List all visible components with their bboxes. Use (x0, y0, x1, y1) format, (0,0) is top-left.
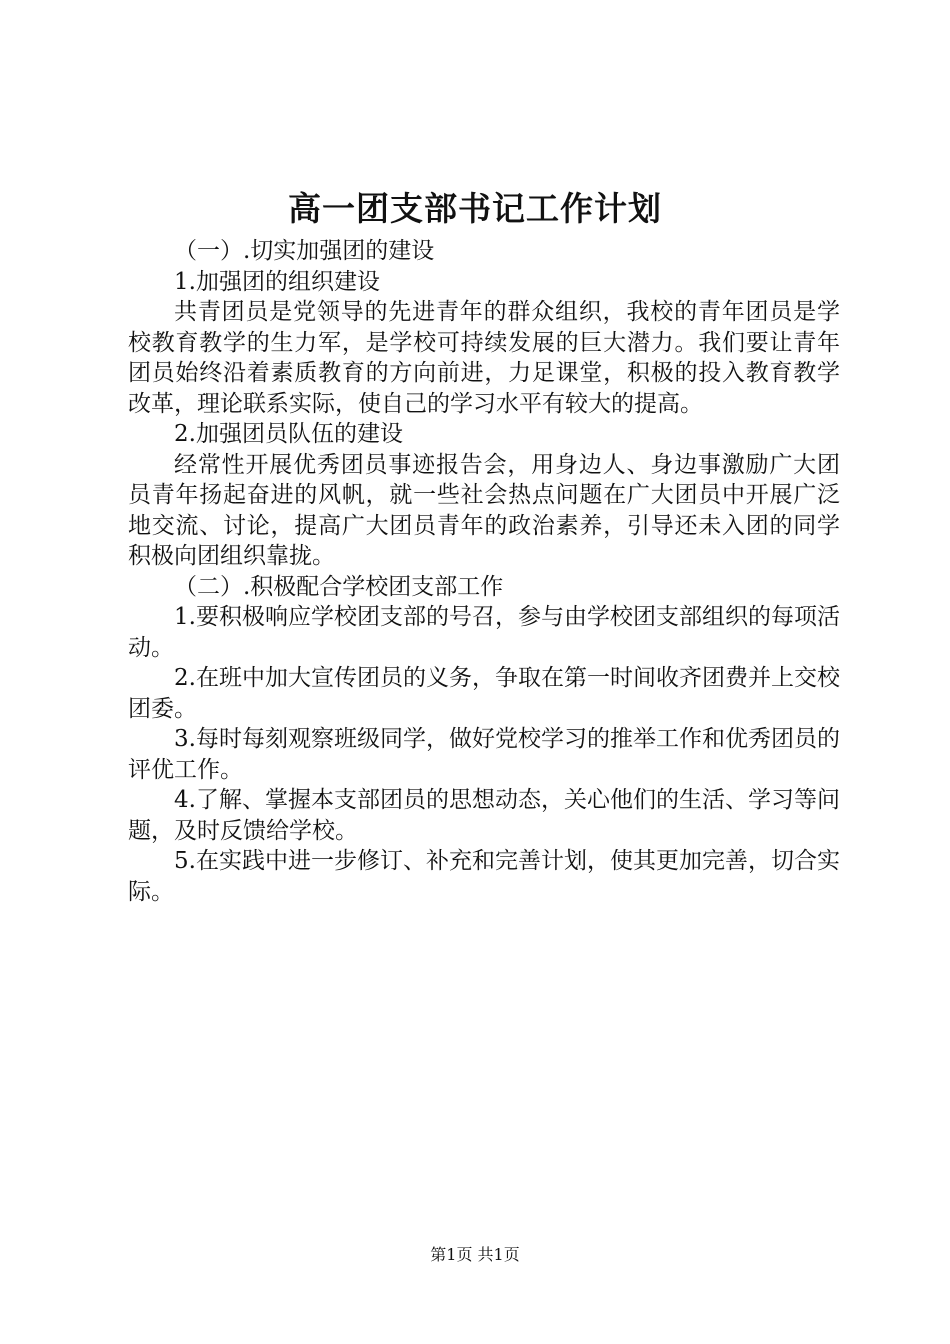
section-heading-1: （一）.切实加强团的建设 (174, 238, 435, 264)
page-footer: 第1页 共1页 (430, 1245, 520, 1264)
subsection-heading-1-2: 2.加强团员队伍的建设 (174, 421, 403, 447)
list-item-2-2: 2.在班中加大宣传团员的义务，争取在第一时间收齐团费并上交校团委。 (128, 665, 840, 722)
paragraph-team-building: 经常性开展优秀团员事迹报告会，用身边人、身边事激励广大团员青年扬起奋进的风帆，就一些社会热点问题在广大团员中开展广泛地交流、讨论，提高广大团员青年的政治素养，引导还未入团的同学积极向团组织靠拢。 (128, 451, 840, 569)
section-heading-2: （二）.积极配合学校团支部工作 (174, 573, 504, 600)
list-item-2-3: 3.每时每刻观察班级同学，做好党校学习的推举工作和优秀团员的评优工作。 (128, 726, 840, 783)
paragraph-org-building: 共青团员是党领导的先进青年的群众组织，我校的青年团员是学校教育教学的生力军，是学校可持续发展的巨大潜力。我们要让青年团员始终沿着素质教育的方向前进，力足课堂，积极的投入教育教学改革，理论联系实际，使自己的学习水平有较大的提高。 (128, 299, 840, 417)
list-item-2-5: 5.在实践中进一步修订、补充和完善计划，使其更加完善，切合实际。 (128, 848, 840, 905)
list-item-2-1: 1.要积极响应学校团支部的号召，参与由学校团支部组织的每项活动。 (128, 604, 840, 661)
document-body (128, 236, 840, 907)
list-item-2-4: 4.了解、掌握本支部团员的思想动态，关心他们的生活、学习等问题，及时反馈给学校。 (128, 787, 840, 844)
subsection-heading-1-1: 1.加强团的组织建设 (174, 268, 380, 295)
document-title: 高一团支部书记工作计划 (288, 189, 662, 228)
